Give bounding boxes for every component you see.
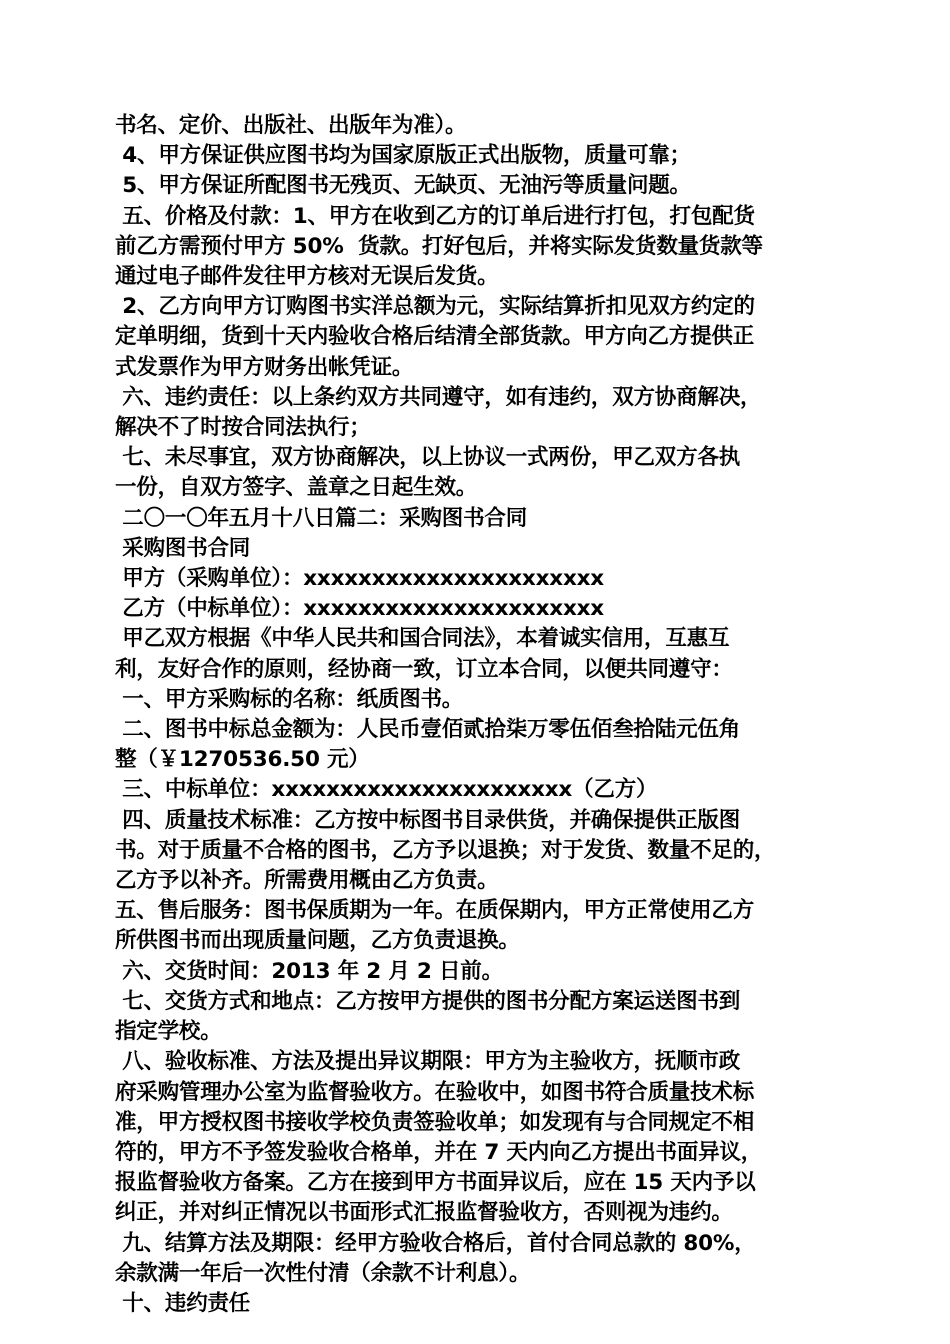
text-line: 乙方予以补齐。所需费用概由乙方负责。 xyxy=(115,868,499,894)
text-line: 书名、定价、出版社、出版年为准）。 xyxy=(115,113,467,138)
text-line: 2、乙方向甲方订购图书实洋总额为元，实际结算折扣见双方约定的 xyxy=(115,294,755,320)
text-line: 六、交货时间：2013 年 2 月 2 日前。 xyxy=(115,958,503,984)
text-line: 一、甲方采购标的名称：纸质图书。 xyxy=(115,686,464,712)
text-line: 五、价格及付款：1、甲方在收到乙方的订单后进行打包，打包配货 xyxy=(115,203,755,229)
text-line: 准，甲方授权图书接收学校负责签验收单；如发现有与合同规定不相 xyxy=(115,1109,755,1135)
text-line: 甲方（采购单位）：xxxxxxxxxxxxxxxxxxxxxx xyxy=(115,566,604,592)
text-line: 六、违约责任：以上条约双方共同遵守，如有违约，双方协商解决， xyxy=(115,384,762,410)
text-line: 余款满一年后一次性付清（余款不计利息）。 xyxy=(115,1260,531,1286)
text-line: 五、售后服务：图书保质期为一年。在质保期内，甲方正常使用乙方 xyxy=(115,898,755,924)
section-heading: 十、违约责任 xyxy=(115,1290,251,1316)
text-line: 九、结算方法及期限：经甲方验收合格后，首付合同总款的 80%， xyxy=(115,1230,756,1256)
text-line: 符的，甲方不予签发验收合格单，并在 7 天内向乙方提出书面异议， xyxy=(115,1139,763,1165)
text-line: 定单明细，货到十天内验收合格后结清全部货款。甲方向乙方提供正 xyxy=(115,324,755,350)
text-line: 整（￥1270536.50 元） xyxy=(115,747,370,773)
text-line: 三、中标单位：xxxxxxxxxxxxxxxxxxxxxx（乙方） xyxy=(115,777,658,803)
text-line: 前乙方需预付甲方 50% 货款。打好包后，并将实际发货数量货款等 xyxy=(115,233,763,259)
text-line: 4、甲方保证供应图书均为国家原版正式出版物，质量可靠； xyxy=(115,143,691,169)
text-line: 报监督验收方备案。乙方在接到甲方书面异议后，应在 15 天内予以 xyxy=(115,1170,756,1196)
text-line: 5、甲方保证所配图书无残页、无缺页、无油污等质量问题。 xyxy=(115,173,691,199)
text-line: 甲乙双方根据《中华人民共和国合同法》，本着诚实信用，互惠互 xyxy=(115,626,730,652)
section-title: 采购图书合同 xyxy=(115,535,251,561)
text-line: 七、交货方式和地点：乙方按甲方提供的图书分配方案运送图书到 xyxy=(115,988,741,1014)
text-line: 乙方（中标单位）：xxxxxxxxxxxxxxxxxxxxxx xyxy=(115,596,604,622)
text-line: 一份，自双方签字、盖章之日起生效。 xyxy=(115,475,478,501)
text-line: 指定学校。 xyxy=(115,1019,222,1045)
text-line: 通过电子邮件发往甲方核对无误后发货。 xyxy=(115,264,499,290)
text-line: 所供图书而出现质量问题，乙方负责退换。 xyxy=(115,928,520,954)
text-line: 书。对于质量不合格的图书，乙方予以退换；对于发货、数量不足的， xyxy=(115,837,776,863)
text-line: 府采购管理办公室为监督验收方。在验收中，如图书符合质量技术标 xyxy=(115,1079,755,1105)
text-line: 八、验收标准、方法及提出异议期限：甲方为主验收方，抚顺市政 xyxy=(115,1049,741,1075)
text-line: 七、未尽事宜，双方协商解决，以上协议一式两份，甲乙双方各执 xyxy=(115,445,741,471)
document-body xyxy=(115,111,850,1319)
text-line: 纠正，并对纠正情况以书面形式汇报监督验收方，否则视为违约。 xyxy=(115,1200,733,1226)
text-line: 二〇一〇年五月十八日篇二：采购图书合同 xyxy=(115,505,527,531)
text-line: 二、图书中标总金额为：人民币壹佰贰拾柒万零伍佰叁拾陆元伍角 xyxy=(115,717,741,743)
text-line: 四、质量技术标准：乙方按中标图书目录供货，并确保提供正版图 xyxy=(115,807,741,833)
text-line: 利，友好合作的原则，经协商一致，订立本合同，以便共同遵守： xyxy=(115,656,733,682)
text-line: 解决不了时按合同法执行； xyxy=(115,415,371,441)
text-line: 式发票作为甲方财务出帐凭证。 xyxy=(115,354,414,380)
